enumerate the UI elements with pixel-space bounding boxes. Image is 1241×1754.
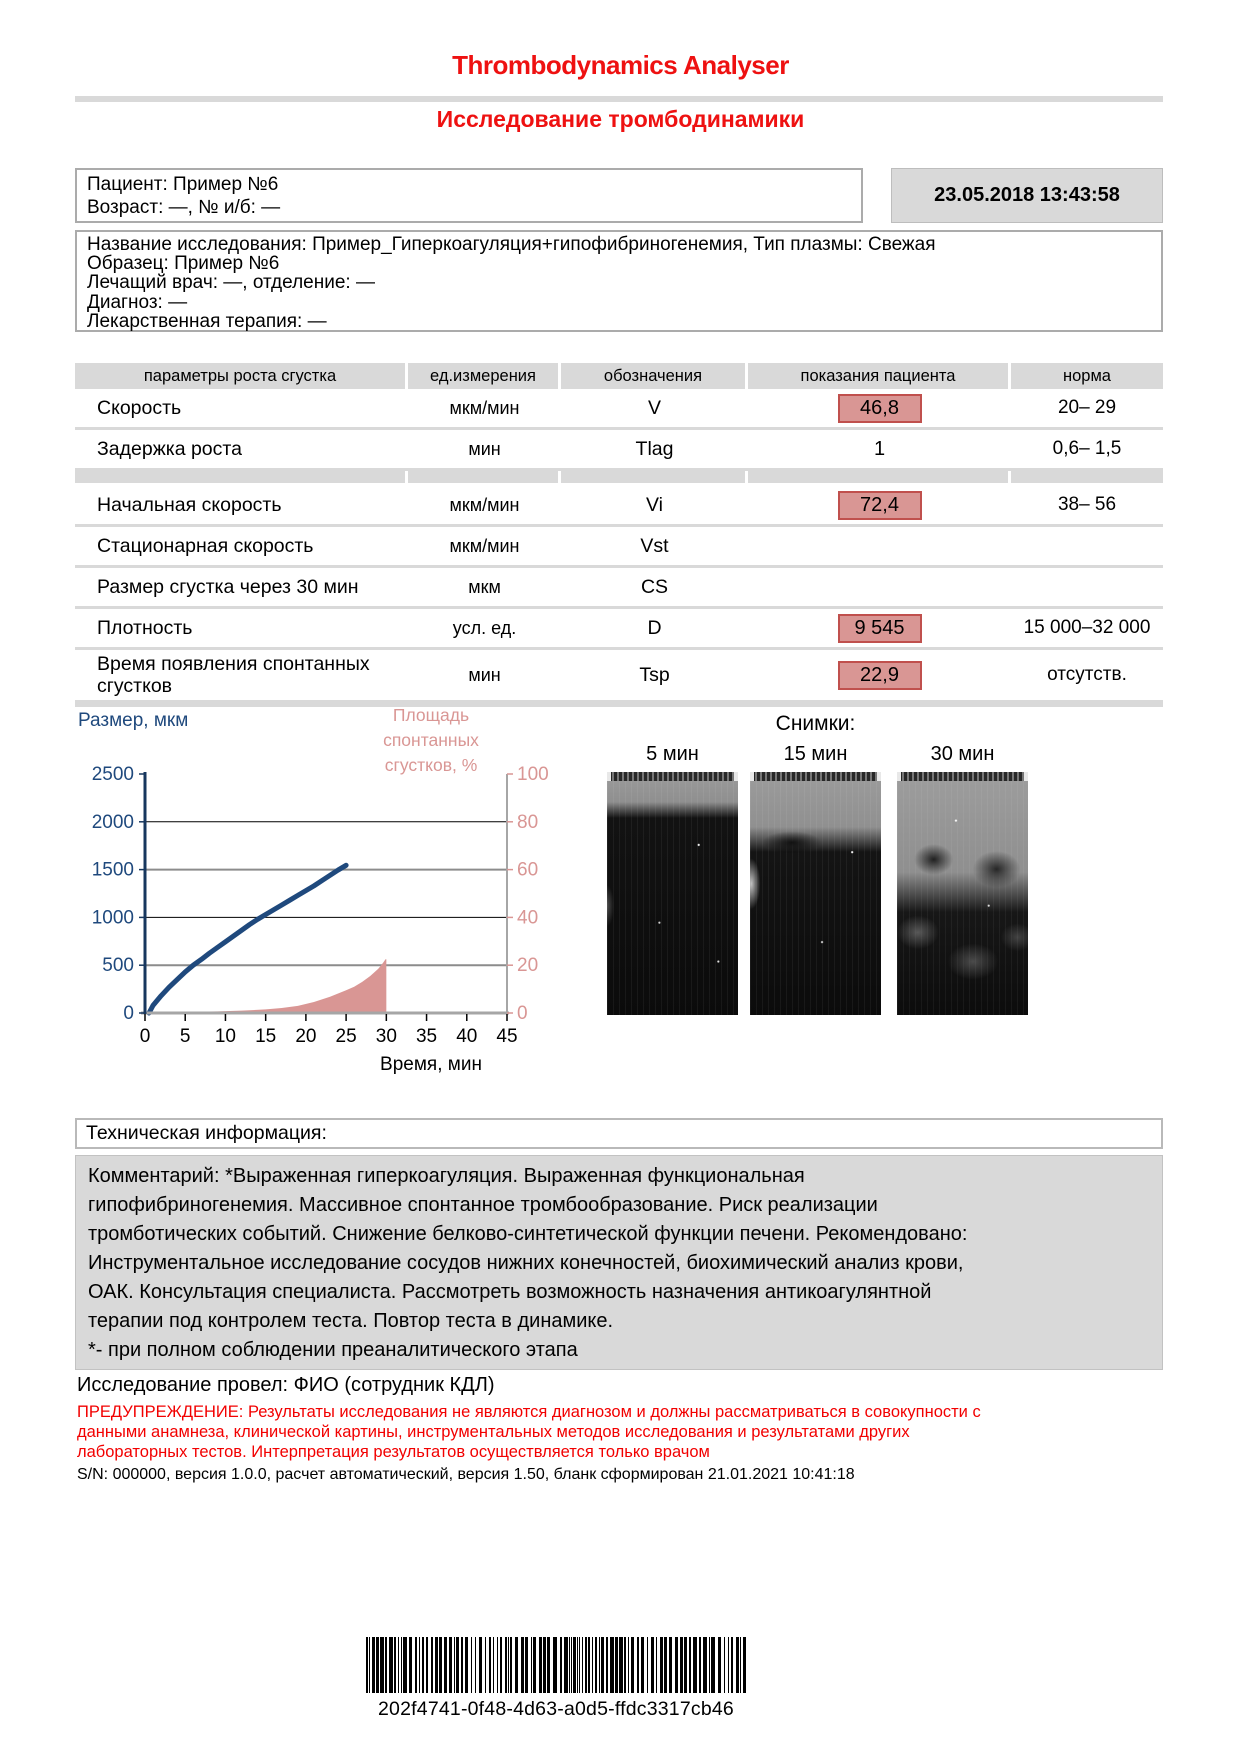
comment-line: ОАК. Консультация специалиста. Рассмотреть возможность назначения антикоагулянтной [88,1281,932,1303]
col-header-patient-value: показания пациента [748,363,1008,389]
barcode-bars [365,1637,747,1693]
value-badge [840,591,920,593]
svg-text:1000: 1000 [91,907,134,929]
comment-line: Инструментальное исследование сосудов нижних конечностей, биохимический анализ крови, [88,1252,964,1274]
svg-text:2500: 2500 [91,764,134,785]
value-badge: 72,4 [838,491,922,520]
snapshot-image-30min [897,772,1028,1015]
sample-line: Образец: Пример №6 [87,253,280,275]
growth-chart-svg [75,702,555,1082]
svg-text:10: 10 [214,1026,237,1047]
warning-text [77,1402,1167,1462]
technical-info-header: Техническая информация: [75,1118,1163,1149]
col-header-norm: норма [1011,363,1163,389]
svg-text:0: 0 [123,1003,134,1024]
report-title: Исследование тромбодинамики [436,106,805,132]
study-name-line: Название исследования: Пример_Гиперкоагуляция+гипофибриногенемия, Тип плазмы: Свежая [87,234,936,255]
snapshot-label-15min: 15 мин [783,743,848,765]
table-row: Стационарная скорость мкм/мин Vst [75,527,1163,568]
table-row: Размер сгустка через 30 мин мкм CS [75,568,1163,609]
barcode [365,1637,747,1721]
table-row: Задержка роста мин Tlag 1 0,6– 1,5 [75,430,1163,471]
svg-text:40: 40 [456,1026,478,1047]
barcode-text: 202f4741-0f48-4d63-a0d5-ffdc3317cb46 [378,1698,734,1720]
snapshot-label-30min: 30 мин [930,743,995,765]
comment-line: тромботических событий. Снижение белково-синтетической функции печени. Рекомендовано: [88,1223,968,1245]
svg-text:5: 5 [179,1026,191,1047]
doctor-line: Лечащий врач: —, отделение: — [87,272,375,294]
svg-text:30: 30 [375,1026,397,1047]
comment-box [75,1155,1163,1370]
warning-line: лабораторных тестов. Интерпретация результатов осуществляется только врачом [77,1443,710,1461]
svg-text:0: 0 [139,1026,151,1047]
svg-text:1500: 1500 [91,859,134,881]
table-row: Скорость мкм/мин V 46,8 20– 29 [75,389,1163,430]
comment-line: терапии под контролем теста. Повтор теста в динамике. [88,1310,614,1332]
value-badge: 1 [873,437,886,460]
col-header-unit: ед.измерения [408,363,558,389]
svg-text:45: 45 [496,1026,518,1047]
svg-text:0: 0 [517,1003,528,1024]
patient-name-line: Пациент: Пример №6 [87,174,279,195]
study-info-box [75,230,1163,332]
svg-text:35: 35 [415,1026,438,1047]
svg-text:20: 20 [517,955,539,977]
svg-text:25: 25 [335,1026,357,1047]
snapshot-image-15min [750,772,881,1015]
chart-left-axis-title: Размер, мкм [78,710,189,731]
value-badge: 9 545 [838,614,922,643]
table-row: Начальная скорость мкм/мин Vi 72,4 38– 56 [75,486,1163,527]
diagnosis-line: Диагноз: — [87,291,188,313]
results-table [75,363,1163,707]
performed-by-line: Исследование провел: ФИО (сотрудник КДЛ) [77,1374,495,1396]
report-datetime: 23.05.2018 13:43:58 [891,168,1163,223]
patient-age-line: Возраст: —, № и/б: — [87,197,281,218]
value-badge: 46,8 [838,394,922,423]
patient-box [75,168,863,223]
snapshots-title: Снимки: [775,712,856,735]
table-row: Плотность усл. ед. D 9 545 15 000–32 000 [75,609,1163,650]
col-header-symbol: обозначения [561,363,745,389]
svg-text:80: 80 [517,811,539,833]
svg-text:2000: 2000 [91,811,134,833]
snapshot-label-5min: 5 мин [646,743,699,765]
value-badge: 22,9 [838,661,922,690]
svg-text:20: 20 [295,1026,317,1047]
comment-line: *- при полном соблюдении преаналитического этапа [88,1339,578,1361]
snapshot-image-5min [607,772,738,1015]
value-badge [840,550,920,552]
serial-number-line: S/N: 000000, версия 1.0.0, расчет автоматический, версия 1.50, бланк сформирован 21.01.2021 10:41:18 [77,1466,855,1483]
svg-text:15: 15 [255,1026,277,1047]
growth-chart [75,702,555,1082]
chart-right-axis-title: Площадь спонтанных сгустков, % [383,705,479,775]
table-spacer-row [75,471,1163,486]
app-title: Thrombodynamics Analyser [452,50,789,80]
col-header-param: параметры роста сгустка [75,363,405,389]
svg-text:60: 60 [517,859,539,881]
therapy-line: Лекарственная терапия: — [87,310,327,332]
warning-line: ПРЕДУПРЕЖДЕНИЕ: Результаты исследования не являются диагнозом и должны рассматриваться в совокупности с [77,1403,981,1421]
svg-text:40: 40 [517,907,539,929]
svg-text:100: 100 [517,764,549,785]
title-divider [75,96,1163,102]
comment-line: Комментарий: *Выраженная гиперкоагуляция. Выраженная функциональная [88,1165,805,1187]
table-row: Время появления спонтанных сгустков мин Tsp 22,9 отсутств. [97,653,1127,697]
table-header-row [75,363,1163,389]
svg-text:Время, мин: Время, мин [380,1054,482,1075]
svg-text:500: 500 [102,955,134,977]
warning-line: данными анамнеза, клинической картины, инструментальных методов исследования и результатами других [77,1423,910,1441]
comment-line: гипофибриногенемия. Массивное спонтанное тромбообразование. Риск реализации [88,1194,878,1216]
